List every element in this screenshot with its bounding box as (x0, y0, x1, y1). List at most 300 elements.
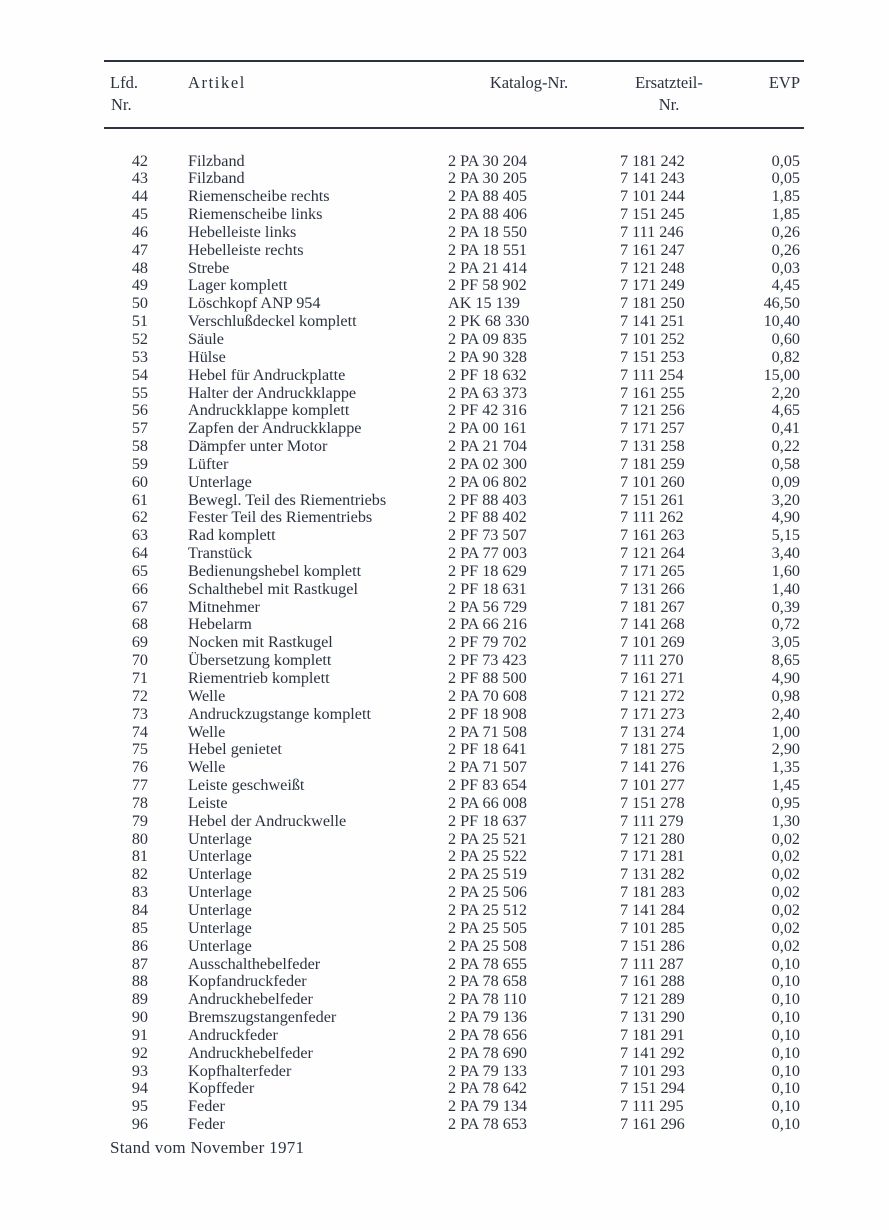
table-row (104, 1080, 804, 1098)
table-row (104, 153, 804, 171)
cell-ersatzteil-nr: 7 131 258 (620, 437, 685, 456)
table-row (104, 688, 804, 706)
cell-artikel: Unterlage (188, 472, 252, 491)
cell-lfd-nr: 70 (131, 651, 148, 670)
cell-katalog-nr: 2 PF 18 908 (448, 704, 527, 723)
cell-ersatzteil-nr: 7 121 248 (620, 258, 685, 277)
cell-ersatzteil-nr: 7 151 278 (620, 793, 685, 812)
cell-lfd-nr: 80 (131, 829, 148, 848)
cell-ersatzteil-nr: 7 131 274 (620, 722, 685, 741)
cell-ersatzteil-nr: 7 141 268 (620, 615, 685, 634)
cell-artikel: Bremszugstangenfeder (188, 1008, 337, 1027)
cell-ersatzteil-nr: 7 171 281 (620, 847, 685, 866)
cell-katalog-nr: 2 PA 79 136 (448, 1008, 528, 1027)
cell-katalog-nr: 2 PK 68 330 (448, 312, 530, 331)
column-header-evp-label: EVP (768, 73, 800, 92)
cell-ersatzteil-nr: 7 111 279 (620, 811, 684, 830)
cell-ersatzteil-nr: 7 161 247 (620, 240, 685, 259)
cell-lfd-nr: 85 (131, 918, 148, 937)
cell-lfd-nr: 47 (131, 240, 148, 259)
cell-artikel: Hebelleiste links (188, 222, 297, 241)
cell-evp: 2,40 (771, 704, 800, 723)
cell-katalog-nr: 2 PF 88 403 (448, 490, 527, 509)
table-row (104, 831, 804, 849)
cell-evp: 0,10 (771, 1115, 800, 1134)
cell-artikel: Hebel für Andruckplatte (188, 365, 346, 384)
footer-stand-date: Stand vom November 1971 (110, 1138, 305, 1157)
cell-artikel: Fester Teil des Riementriebs (188, 508, 373, 527)
cell-evp: 0,10 (771, 1008, 800, 1027)
cell-artikel: Welle (188, 722, 226, 741)
column-header-evp (724, 62, 804, 127)
cell-ersatzteil-nr: 7 111 254 (620, 365, 684, 384)
cell-artikel: Andruckzugstange komplett (188, 704, 371, 723)
table-row (104, 706, 804, 724)
cell-katalog-nr: 2 PA 78 656 (448, 1025, 528, 1044)
cell-lfd-nr: 86 (131, 936, 148, 955)
cell-evp: 0,02 (771, 829, 800, 848)
cell-katalog-nr: 2 PA 25 506 (448, 883, 528, 902)
cell-evp: 8,65 (771, 651, 800, 670)
table-row (104, 385, 804, 403)
cell-evp: 2,20 (771, 383, 800, 402)
cell-artikel: Zapfen der Andruckklappe (188, 419, 362, 438)
cell-lfd-nr: 64 (131, 544, 148, 563)
cell-evp: 1,00 (771, 722, 800, 741)
table-row (104, 295, 804, 313)
cell-artikel: Unterlage (188, 883, 252, 902)
cell-katalog-nr: 2 PF 73 507 (448, 526, 527, 545)
cell-katalog-nr: 2 PA 18 550 (448, 222, 528, 241)
table-row (104, 545, 804, 563)
cell-evp: 15,00 (763, 365, 800, 384)
cell-lfd-nr: 52 (131, 329, 148, 348)
cell-artikel: Welle (188, 686, 226, 705)
cell-lfd-nr: 42 (131, 151, 148, 170)
table-lead-spacer (104, 129, 804, 153)
table-row (104, 349, 804, 367)
cell-evp: 0,82 (771, 347, 800, 366)
cell-artikel: Andruckklappe komplett (188, 401, 350, 420)
table-row (104, 902, 804, 920)
column-header-lfd-line2: Nr. (111, 95, 132, 115)
cell-ersatzteil-nr: 7 141 276 (620, 758, 685, 777)
cell-lfd-nr: 61 (131, 490, 148, 509)
cell-artikel: Unterlage (188, 900, 252, 919)
cell-ersatzteil-nr: 7 151 245 (620, 205, 685, 224)
cell-ersatzteil-nr: 7 111 287 (620, 954, 684, 973)
table-row (104, 884, 804, 902)
cell-ersatzteil-nr: 7 151 294 (620, 1079, 685, 1098)
table-body (104, 129, 804, 1134)
cell-ersatzteil-nr: 7 111 270 (620, 651, 684, 670)
cell-katalog-nr: 2 PA 71 507 (448, 758, 528, 777)
cell-katalog-nr: 2 PF 18 629 (448, 561, 527, 580)
cell-katalog-nr: 2 PA 78 690 (448, 1043, 528, 1062)
cell-katalog-nr: AK 15 139 (448, 294, 520, 313)
cell-artikel: Halter der Andruckklappe (188, 383, 357, 402)
table-row (104, 1116, 804, 1134)
cell-ersatzteil-nr: 7 141 251 (620, 312, 685, 331)
cell-katalog-nr: 2 PA 79 133 (448, 1061, 528, 1080)
cell-lfd-nr: 57 (131, 419, 148, 438)
table-row (104, 527, 804, 545)
cell-artikel: Mitnehmer (188, 597, 260, 616)
cell-artikel: Filzband (188, 151, 245, 170)
cell-katalog-nr: 2 PA 21 414 (448, 258, 528, 277)
cell-evp: 5,15 (771, 526, 800, 545)
table-row (104, 813, 804, 831)
cell-artikel: Bedienungshebel komplett (188, 561, 362, 580)
column-header-artikel (166, 62, 444, 127)
cell-evp: 0,10 (771, 1097, 800, 1116)
cell-evp: 0,10 (771, 1043, 800, 1062)
cell-lfd-nr: 51 (131, 312, 148, 331)
cell-ersatzteil-nr: 7 181 259 (620, 454, 685, 473)
cell-evp: 0,26 (771, 240, 800, 259)
cell-evp: 4,65 (771, 401, 800, 420)
table-row (104, 313, 804, 331)
cell-evp: 0,98 (771, 686, 800, 705)
cell-ersatzteil-nr: 7 101 293 (620, 1061, 685, 1080)
table-row (104, 741, 804, 759)
cell-katalog-nr: 2 PA 88 405 (448, 187, 528, 206)
cell-lfd-nr: 62 (131, 508, 148, 527)
cell-lfd-nr: 71 (131, 669, 148, 687)
cell-artikel: Rad komplett (188, 526, 276, 545)
cell-ersatzteil-nr: 7 181 283 (620, 883, 685, 902)
table-row (104, 1063, 804, 1081)
cell-lfd-nr: 90 (131, 1008, 148, 1027)
cell-ersatzteil-nr: 7 101 277 (620, 776, 685, 795)
cell-artikel: Dämpfer unter Motor (188, 437, 328, 456)
cell-evp: 1,35 (771, 758, 800, 777)
cell-katalog-nr: 2 PA 90 328 (448, 347, 528, 366)
cell-ersatzteil-nr: 7 111 262 (620, 508, 684, 527)
cell-lfd-nr: 60 (131, 472, 148, 491)
cell-katalog-nr: 2 PA 25 505 (448, 918, 528, 937)
cell-evp: 1,45 (771, 776, 800, 795)
table-row (104, 920, 804, 938)
parts-list-sheet (104, 60, 804, 1134)
cell-katalog-nr: 2 PF 18 632 (448, 365, 527, 384)
cell-artikel: Lager komplett (188, 276, 288, 295)
cell-lfd-nr: 75 (131, 740, 148, 759)
table-row (104, 206, 804, 224)
table-row (104, 634, 804, 652)
cell-artikel: Kopfhalterfeder (188, 1061, 292, 1080)
cell-artikel: Kopffeder (188, 1079, 255, 1098)
cell-evp: 0,22 (771, 437, 800, 456)
cell-evp: 0,05 (771, 169, 800, 188)
cell-artikel: Lüfter (188, 454, 229, 473)
cell-evp: 0,02 (771, 936, 800, 955)
table-row (104, 277, 804, 295)
cell-evp: 0,60 (771, 329, 800, 348)
cell-artikel: Unterlage (188, 829, 252, 848)
cell-artikel: Filzband (188, 169, 245, 188)
cell-katalog-nr: 2 PA 06 802 (448, 472, 528, 491)
cell-artikel: Hülse (188, 347, 226, 366)
cell-katalog-nr: 2 PA 25 508 (448, 936, 528, 955)
cell-evp: 0,10 (771, 954, 800, 973)
cell-evp: 3,40 (771, 544, 800, 563)
cell-ersatzteil-nr: 7 151 253 (620, 347, 685, 366)
cell-katalog-nr: 2 PA 78 658 (448, 972, 528, 991)
cell-artikel: Nocken mit Rastkugel (188, 633, 333, 652)
cell-artikel: Welle (188, 758, 226, 777)
cell-artikel: Kopfandruckfeder (188, 972, 307, 991)
cell-ersatzteil-nr: 7 101 244 (620, 187, 685, 206)
cell-artikel: Ausschalthebelfeder (188, 954, 321, 973)
cell-ersatzteil-nr: 7 121 272 (620, 686, 685, 705)
cell-artikel: Leiste geschweißt (188, 776, 305, 795)
cell-lfd-nr: 93 (131, 1061, 148, 1080)
cell-evp: 0,10 (771, 990, 800, 1009)
cell-artikel: Andruckhebelfeder (188, 990, 313, 1009)
table-row (104, 1027, 804, 1045)
cell-artikel: Riemenscheibe links (188, 205, 323, 224)
cell-katalog-nr: 2 PF 88 402 (448, 508, 527, 527)
table-row (104, 456, 804, 474)
cell-ersatzteil-nr: 7 121 264 (620, 544, 685, 563)
cell-katalog-nr: 2 PF 58 902 (448, 276, 527, 295)
cell-katalog-nr: 2 PA 78 653 (448, 1115, 528, 1134)
cell-ersatzteil-nr: 7 131 266 (620, 579, 685, 598)
cell-evp: 0,02 (771, 847, 800, 866)
cell-evp: 0,02 (771, 918, 800, 937)
table-row (104, 991, 804, 1009)
cell-artikel: Unterlage (188, 865, 252, 884)
cell-ersatzteil-nr: 7 101 269 (620, 633, 685, 652)
cell-lfd-nr: 82 (131, 865, 148, 884)
cell-artikel: Übersetzung komplett (188, 651, 332, 670)
cell-lfd-nr: 67 (131, 597, 148, 616)
cell-artikel: Verschlußdeckel komplett (188, 312, 357, 331)
column-header-lfd-nr (104, 62, 166, 127)
cell-evp: 0,39 (771, 597, 800, 616)
cell-artikel: Feder (188, 1115, 225, 1134)
cell-lfd-nr: 56 (131, 401, 148, 420)
cell-ersatzteil-nr: 7 171 273 (620, 704, 685, 723)
cell-katalog-nr: 2 PA 79 134 (448, 1097, 528, 1116)
cell-evp: 0,72 (771, 615, 800, 634)
cell-lfd-nr: 44 (131, 187, 148, 206)
cell-katalog-nr: 2 PF 18 631 (448, 579, 527, 598)
cell-lfd-nr: 69 (131, 633, 148, 652)
cell-ersatzteil-nr: 7 181 291 (620, 1025, 685, 1044)
table-row (104, 848, 804, 866)
table-row (104, 938, 804, 956)
spare-parts-table-body (104, 129, 804, 1134)
table-row (104, 402, 804, 420)
column-header-artikel-label: Artikel (188, 73, 246, 92)
cell-evp: 4,90 (771, 669, 800, 687)
cell-katalog-nr: 2 PA 25 521 (448, 829, 528, 848)
cell-evp: 46,50 (763, 294, 800, 313)
cell-ersatzteil-nr: 7 161 296 (620, 1115, 685, 1134)
table-row (104, 956, 804, 974)
cell-ersatzteil-nr: 7 171 265 (620, 561, 685, 580)
cell-evp: 0,10 (771, 1079, 800, 1098)
table-row (104, 367, 804, 385)
cell-ersatzteil-nr: 7 151 286 (620, 936, 685, 955)
cell-lfd-nr: 59 (131, 454, 148, 473)
cell-evp: 1,30 (771, 811, 800, 830)
cell-katalog-nr: 2 PA 00 161 (448, 419, 528, 438)
cell-katalog-nr: 2 PA 78 655 (448, 954, 528, 973)
cell-ersatzteil-nr: 7 121 256 (620, 401, 685, 420)
cell-katalog-nr: 2 PF 42 316 (448, 401, 527, 420)
cell-artikel: Riemenscheibe rechts (188, 187, 330, 206)
cell-katalog-nr: 2 PA 66 008 (448, 793, 528, 812)
cell-lfd-nr: 72 (131, 686, 148, 705)
cell-evp: 0,41 (771, 419, 800, 438)
cell-lfd-nr: 46 (131, 222, 148, 241)
table-row (104, 509, 804, 527)
cell-lfd-nr: 48 (131, 258, 148, 277)
cell-artikel: Unterlage (188, 847, 252, 866)
cell-ersatzteil-nr: 7 101 260 (620, 472, 685, 491)
cell-evp: 2,90 (771, 740, 800, 759)
cell-artikel: Strebe (188, 258, 230, 277)
cell-artikel: Riementrieb komplett (188, 669, 330, 687)
cell-ersatzteil-nr: 7 181 242 (620, 151, 685, 170)
cell-lfd-nr: 68 (131, 615, 148, 634)
cell-lfd-nr: 58 (131, 437, 148, 456)
cell-lfd-nr: 74 (131, 722, 148, 741)
cell-lfd-nr: 50 (131, 294, 148, 313)
table-row (104, 616, 804, 634)
cell-artikel: Bewegl. Teil des Riementriebs (188, 490, 387, 509)
cell-evp: 1,85 (771, 205, 800, 224)
cell-evp: 0,10 (771, 1025, 800, 1044)
cell-katalog-nr: 2 PA 25 519 (448, 865, 528, 884)
table-row (104, 581, 804, 599)
cell-ersatzteil-nr: 7 181 250 (620, 294, 685, 313)
cell-katalog-nr: 2 PA 25 522 (448, 847, 528, 866)
cell-katalog-nr: 2 PA 88 406 (448, 205, 528, 224)
cell-ersatzteil-nr: 7 121 280 (620, 829, 685, 848)
cell-artikel: Schalthebel mit Rastkugel (188, 579, 358, 598)
table-row (104, 492, 804, 510)
table-row (104, 652, 804, 670)
cell-katalog-nr: 2 PA 25 512 (448, 900, 528, 919)
cell-katalog-nr: 2 PF 83 654 (448, 776, 527, 795)
cell-lfd-nr: 63 (131, 526, 148, 545)
cell-artikel: Löschkopf ANP 954 (188, 294, 321, 313)
cell-lfd-nr: 73 (131, 704, 148, 723)
table-header (104, 62, 804, 127)
cell-ersatzteil-nr: 7 181 267 (620, 597, 685, 616)
cell-evp: 0,02 (771, 865, 800, 884)
table-row (104, 563, 804, 581)
cell-lfd-nr: 76 (131, 758, 148, 777)
cell-evp: 3,05 (771, 633, 800, 652)
column-header-ersatzteil-nr (614, 62, 724, 127)
cell-evp: 0,09 (771, 472, 800, 491)
cell-lfd-nr: 53 (131, 347, 148, 366)
cell-lfd-nr: 77 (131, 776, 148, 795)
cell-lfd-nr: 89 (131, 990, 148, 1009)
cell-artikel: Hebelleiste rechts (188, 240, 304, 259)
table-row (104, 420, 804, 438)
cell-lfd-nr: 66 (131, 579, 148, 598)
cell-artikel: Säule (188, 329, 224, 348)
cell-evp: 0,02 (771, 883, 800, 902)
cell-evp: 0,10 (771, 1061, 800, 1080)
table-row (104, 1045, 804, 1063)
table-row (104, 670, 804, 688)
cell-artikel: Hebel der Andruckwelle (188, 811, 347, 830)
cell-ersatzteil-nr: 7 141 284 (620, 900, 685, 919)
column-header-lfd-line1: Lfd. (110, 73, 138, 92)
cell-ersatzteil-nr: 7 171 249 (620, 276, 685, 295)
table-row (104, 866, 804, 884)
cell-lfd-nr: 88 (131, 972, 148, 991)
column-header-katalog-nr (444, 62, 614, 127)
cell-evp: 0,05 (771, 151, 800, 170)
cell-evp: 10,40 (763, 312, 800, 331)
cell-lfd-nr: 79 (131, 811, 148, 830)
cell-katalog-nr: 2 PA 66 216 (448, 615, 528, 634)
column-header-ersatzteil-line2: Nr. (658, 95, 680, 115)
cell-evp: 0,10 (771, 972, 800, 991)
table-row (104, 599, 804, 617)
cell-lfd-nr: 84 (131, 900, 148, 919)
cell-katalog-nr: 2 PA 21 704 (448, 437, 528, 456)
cell-evp: 3,20 (771, 490, 800, 509)
cell-katalog-nr: 2 PA 78 110 (448, 990, 527, 1009)
cell-katalog-nr: 2 PA 02 300 (448, 454, 528, 473)
cell-katalog-nr: 2 PA 78 642 (448, 1079, 528, 1098)
table-row (104, 777, 804, 795)
cell-lfd-nr: 45 (131, 205, 148, 224)
cell-evp: 1,85 (771, 187, 800, 206)
cell-lfd-nr: 81 (131, 847, 148, 866)
cell-katalog-nr: 2 PA 56 729 (448, 597, 528, 616)
cell-katalog-nr: 2 PA 77 003 (448, 544, 528, 563)
cell-ersatzteil-nr: 7 161 263 (620, 526, 685, 545)
table-row (104, 170, 804, 188)
column-header-ersatzteil-line1: Ersatzteil- (635, 73, 703, 92)
cell-lfd-nr: 95 (131, 1097, 148, 1116)
cell-ersatzteil-nr: 7 101 285 (620, 918, 685, 937)
table-row (104, 260, 804, 278)
cell-artikel: Hebel genietet (188, 740, 282, 759)
cell-katalog-nr: 2 PA 63 373 (448, 383, 528, 402)
table-row (104, 331, 804, 349)
cell-lfd-nr: 43 (131, 169, 148, 188)
cell-katalog-nr: 2 PF 79 702 (448, 633, 527, 652)
cell-katalog-nr: 2 PF 18 641 (448, 740, 527, 759)
cell-artikel: Andruckhebelfeder (188, 1043, 313, 1062)
cell-ersatzteil-nr: 7 121 289 (620, 990, 685, 1009)
cell-lfd-nr: 65 (131, 561, 148, 580)
cell-evp: 0,58 (771, 454, 800, 473)
table-row (104, 242, 804, 260)
cell-ersatzteil-nr: 7 171 257 (620, 419, 685, 438)
cell-ersatzteil-nr: 7 101 252 (620, 329, 685, 348)
cell-artikel: Transtück (188, 544, 253, 563)
cell-lfd-nr: 96 (131, 1115, 148, 1134)
cell-lfd-nr: 87 (131, 954, 148, 973)
cell-katalog-nr: 2 PA 71 508 (448, 722, 528, 741)
cell-evp: 0,02 (771, 900, 800, 919)
cell-artikel: Leiste (188, 793, 228, 812)
cell-katalog-nr: 2 PF 73 423 (448, 651, 527, 670)
cell-ersatzteil-nr: 7 161 255 (620, 383, 685, 402)
